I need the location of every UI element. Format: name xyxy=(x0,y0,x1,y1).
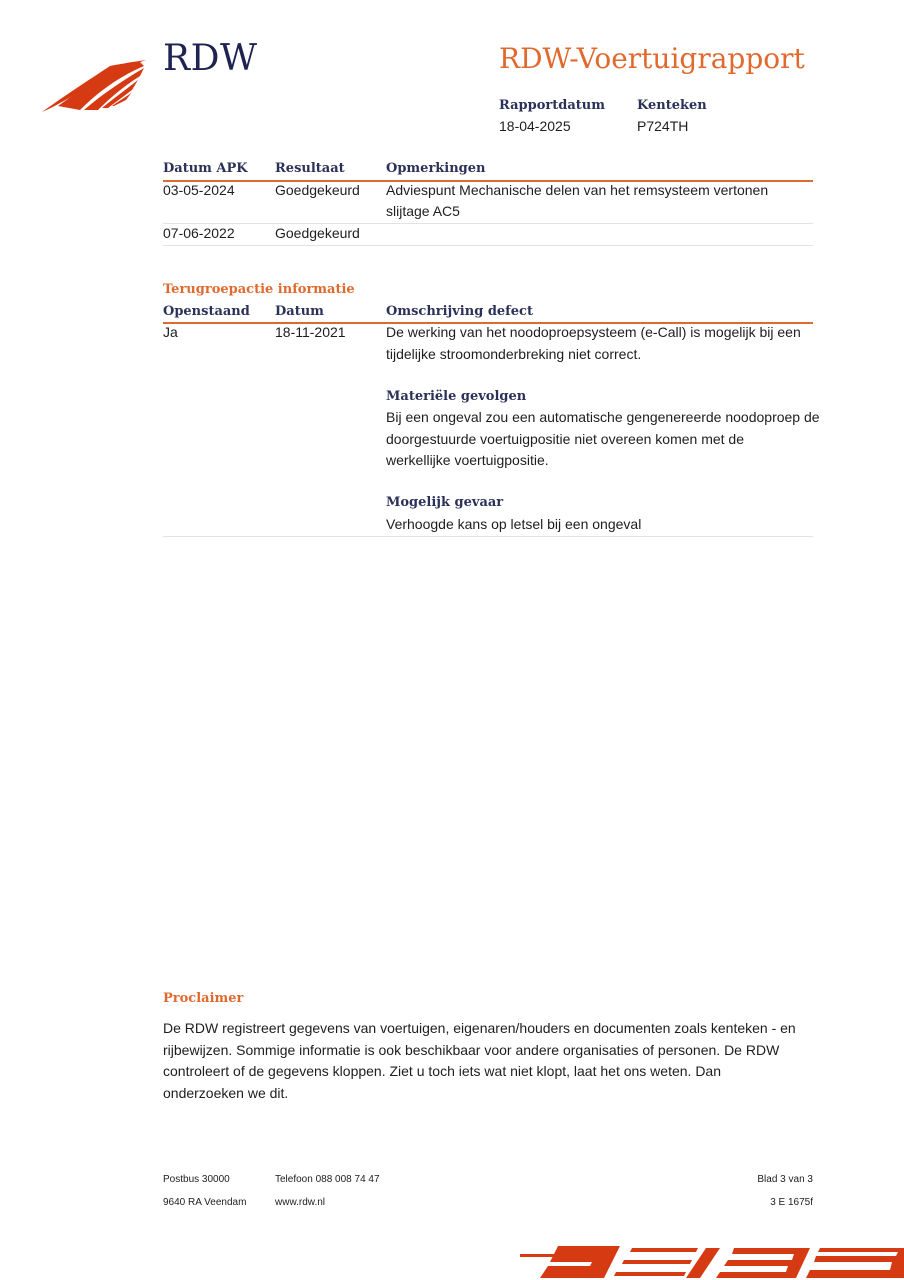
footer-phone: Telefoon 088 008 74 47 xyxy=(275,1174,380,1185)
proclaimer-title: Proclaimer xyxy=(163,991,244,1006)
recall-header-open: Openstaand xyxy=(163,304,250,319)
consequences-line: Bij een ongeval zou een automatische gengenereerde noodoproep de xyxy=(386,409,820,425)
footer-doc-code: 3 E 1675f xyxy=(770,1197,813,1208)
apk-row-date: 03-05-2024 xyxy=(163,182,235,198)
page-title: RDW-Voertuigrapport xyxy=(499,42,805,75)
recall-section-title: Terugroepactie informatie xyxy=(163,282,355,297)
row-divider xyxy=(163,245,813,246)
danger-text: Verhoogde kans op letsel bij een ongeval xyxy=(386,516,642,532)
apk-header-remarks: Opmerkingen xyxy=(386,161,486,176)
apk-header-date: Datum APK xyxy=(163,161,248,176)
row-divider xyxy=(163,536,813,537)
rdw-logo-icon xyxy=(40,56,148,116)
consequences-line: werkellijke voertuigpositie. xyxy=(386,452,549,468)
recall-header-date: Datum xyxy=(275,304,324,319)
footer-website-link[interactable]: www.rdw.nl xyxy=(275,1197,326,1208)
consequences-line: doorgestuurde voertuigpositie niet overeen komen met de xyxy=(386,431,744,447)
apk-row-date: 07-06-2022 xyxy=(163,225,235,241)
plate-label: Kenteken xyxy=(637,98,707,113)
footer-stripes-decoration xyxy=(520,1244,904,1280)
apk-row-remark-line: slijtage AC5 xyxy=(386,203,460,219)
plate-value: P724TH xyxy=(637,118,689,134)
footer-postbus: Postbus 30000 xyxy=(163,1174,230,1185)
recall-date-value: 18-11-2021 xyxy=(275,324,346,340)
report-date-value: 18-04-2025 xyxy=(499,118,571,134)
danger-title: Mogelijk gevaar xyxy=(386,495,504,510)
consequences-title: Materiële gevolgen xyxy=(386,389,527,404)
recall-defect-line: tijdelijke stroomonderbreking niet correct. xyxy=(386,346,642,362)
logo-wordmark: RDW xyxy=(163,38,258,79)
report-date-label: Rapportdatum xyxy=(499,98,605,113)
footer-address: 9640 RA Veendam xyxy=(163,1197,247,1208)
proclaimer-text: De RDW registreert gegevens van voertuigen, eigenaren/houders en documenten zoals kenteken - en rijbewijzen. Sommige informatie is ook beschikbaar voor andere organisaties of personen. De RDW controleert of de gegevens kloppen. Ziet u toch iets wat niet klopt, laat het ons weten. Dan onderzoeken we dit. xyxy=(163,1020,796,1101)
row-divider xyxy=(163,223,813,224)
apk-row-result: Goedgekeurd xyxy=(275,182,360,198)
apk-row-remark-line: Adviespunt Mechanische delen van het remsysteem vertonen xyxy=(386,182,769,198)
recall-open-value: Ja xyxy=(163,324,178,340)
apk-header-result: Resultaat xyxy=(275,161,345,176)
recall-defect-line: De werking van het noodoproepsysteem (e-Call) is mogelijk bij een xyxy=(386,324,801,340)
footer-page-number: Blad 3 van 3 xyxy=(757,1174,813,1185)
apk-row-result: Goedgekeurd xyxy=(275,225,360,241)
recall-header-defect: Omschrijving defect xyxy=(386,304,533,319)
